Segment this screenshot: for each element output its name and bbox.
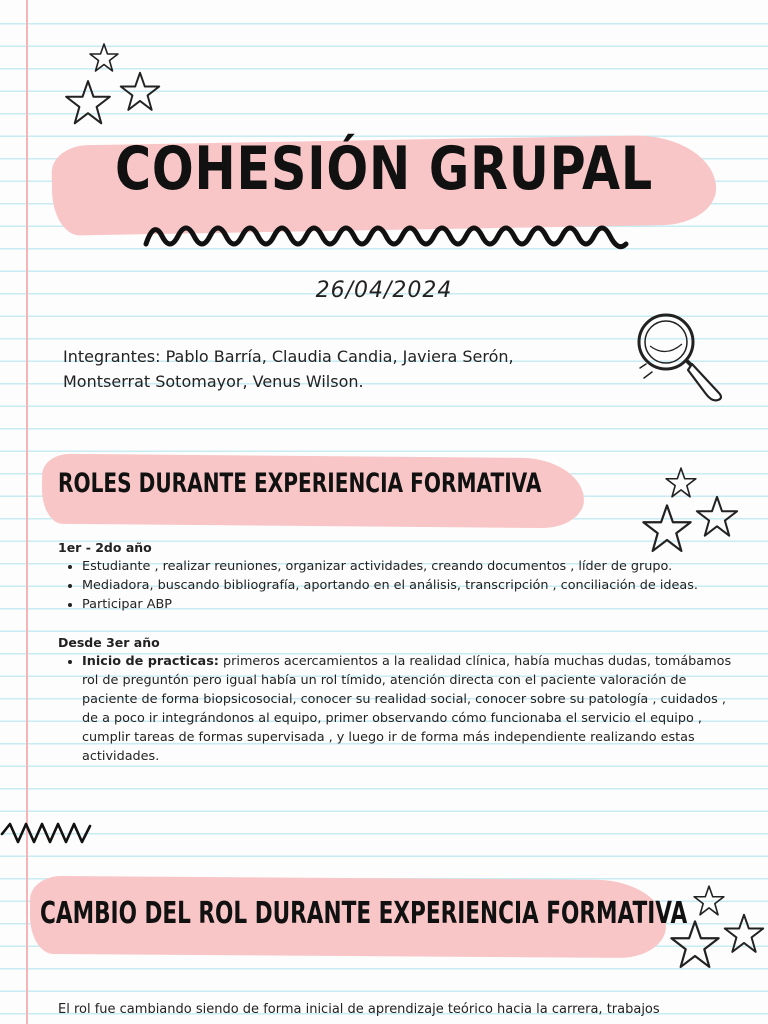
section1-body-2 (58, 635, 738, 766)
star-icon (694, 494, 740, 540)
section1-body (58, 540, 748, 614)
group2-heading: Desde 3er año (58, 635, 160, 650)
magnifying-glass-icon (630, 306, 730, 402)
list-item-text: primeros acercamientos a la realidad clínica, había muchas dudas, tomábamos rol de preguntón pero igual había un rol tímido, atención directa con el paciente valoración de paciente de forma biopsicosocial, conocer su realidad social, conocer sobre su patología , cuidados , de a poco ir integrándonos al equipo, primer observando cómo funcionaba el servicio el equipo , cumplir tareas de formas supervisada , y luego ir de forma más independiente realizando estas actividades. (82, 654, 732, 764)
members-text: Integrantes: Pablo Barría, Claudia Candia, Javiera Serón, Montserrat Sotomayor, Venus Wilson. (63, 347, 514, 391)
section2-title: CAMBIO DEL ROL DURANTE EXPERIENCIA FORMATIVA (40, 896, 688, 931)
list-item-bold: Inicio de practicas: (82, 654, 219, 669)
group2-list (58, 652, 738, 766)
list-item (82, 652, 738, 766)
star-icon (118, 70, 162, 114)
group1-list (58, 557, 748, 614)
star-icon (664, 466, 698, 500)
bottom-text: El rol fue cambiando siendo de forma inicial de aprendizaje teórico hacia la carrera, trabajos (58, 1002, 660, 1017)
page-title: COHESIÓN GRUPAL (114, 134, 654, 204)
list-item: • Estudiante , realizar reuniones, organizar actividades, creando documentos , líder de grupo. (82, 557, 748, 576)
list-item: • Participar ABP (82, 595, 748, 614)
squiggle-icon (140, 214, 636, 258)
section1-title: ROLES DURANTE EXPERIENCIA FORMATIVA (58, 468, 542, 499)
star-icon (668, 918, 722, 972)
list-item: • Mediadora, buscando bibliografía, aportando en el análisis, transcripción , conciliación de ideas. (82, 576, 748, 595)
date: 26/04/2024 (315, 278, 453, 303)
margin-line (26, 0, 28, 1024)
star-icon (692, 884, 726, 918)
star-icon (722, 912, 766, 956)
group1-heading: 1er - 2do año (58, 540, 152, 555)
star-icon (88, 42, 120, 74)
star-icon (62, 78, 114, 128)
squiggle-icon (0, 816, 96, 850)
